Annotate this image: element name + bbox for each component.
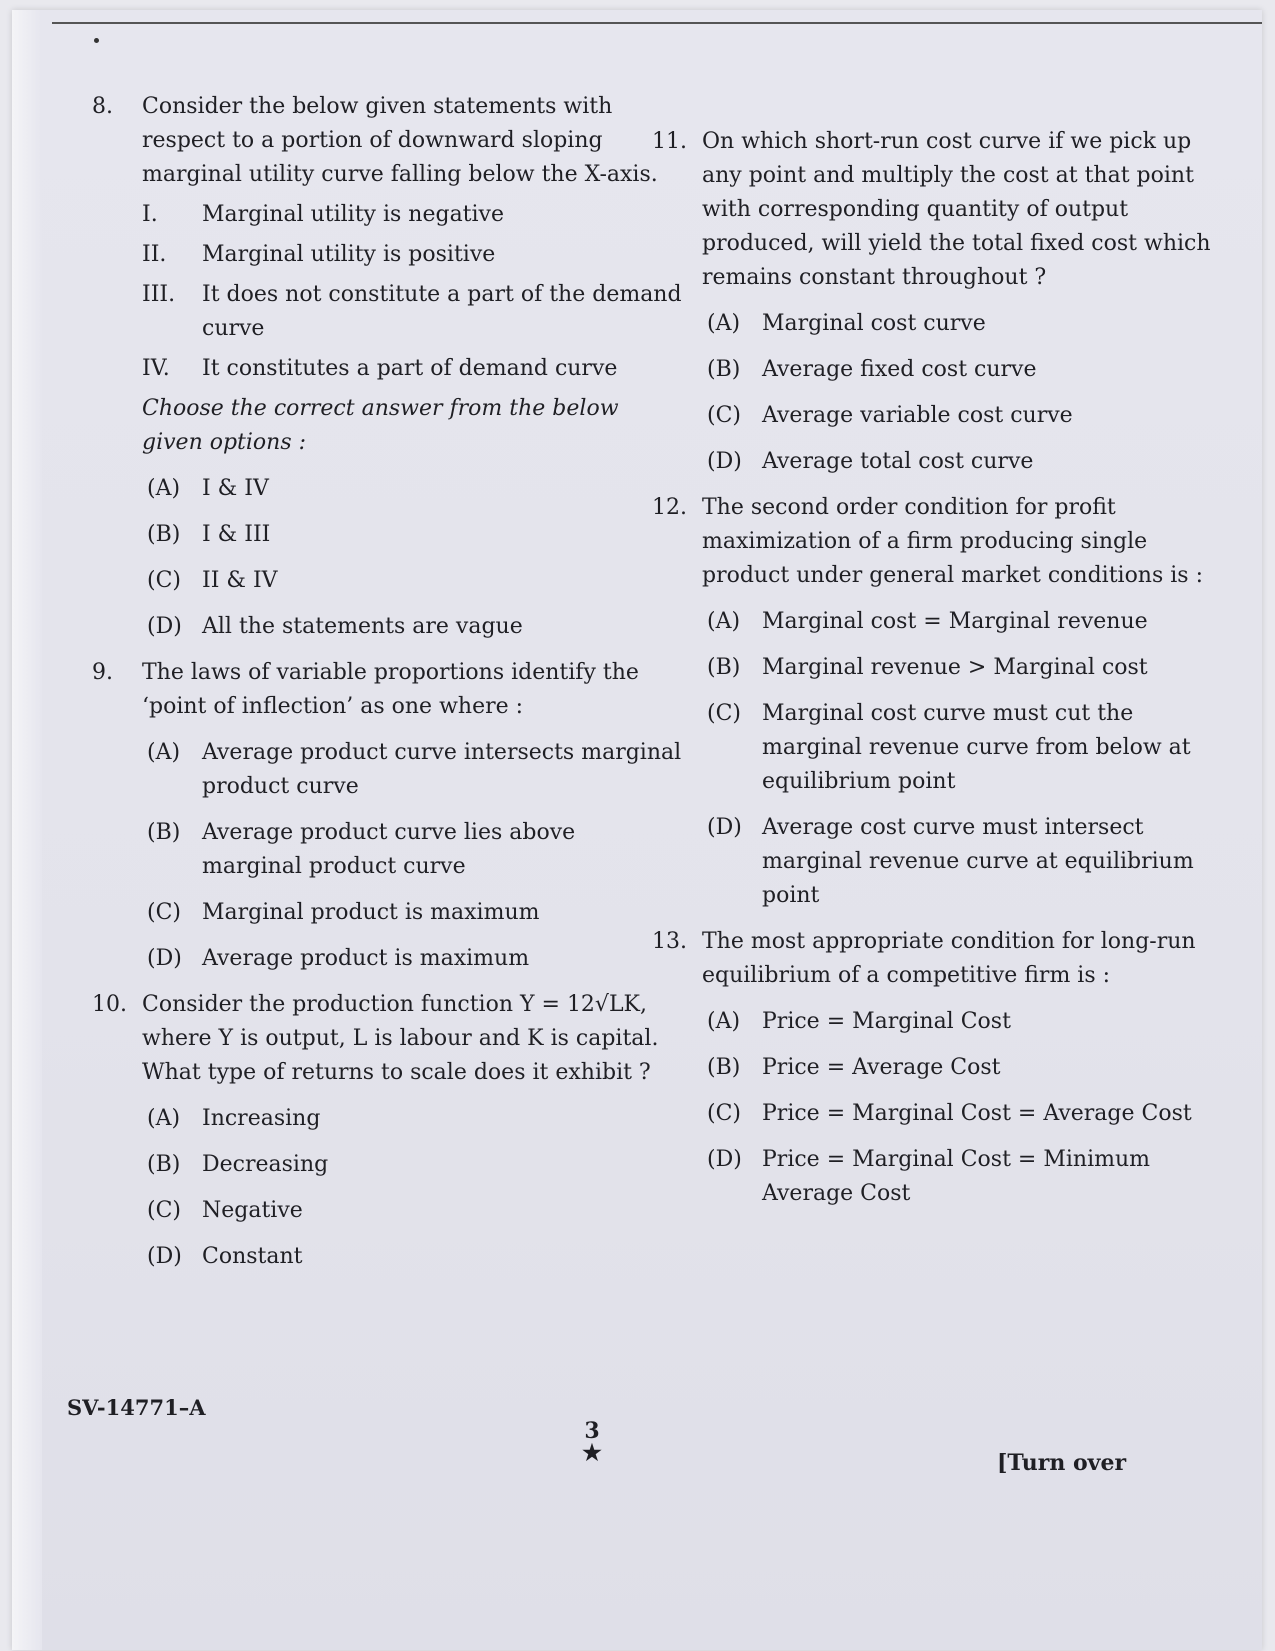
option-label: (B) xyxy=(707,655,741,680)
option-text: Negative xyxy=(202,1198,303,1223)
question-8 xyxy=(92,90,682,644)
statement-numeral: III. xyxy=(142,282,176,307)
option-d xyxy=(92,610,682,644)
question-text: On which short-run cost curve if we pick up any point and multiply the cost at that point with corresponding quantity of output produced, will yield the total fixed cost which remains constant throughout ? xyxy=(702,129,1211,290)
option-label: (C) xyxy=(147,1198,181,1223)
question-text: The most appropriate condition for long-run equilibrium of a competitive firm is : xyxy=(702,929,1196,988)
option-text: All the statements are vague xyxy=(202,614,523,639)
option-label: (D) xyxy=(707,449,742,474)
question-number: 10. xyxy=(92,992,127,1017)
option-a xyxy=(92,472,682,506)
option-text: Average product is maximum xyxy=(202,946,530,971)
statement-numeral: II. xyxy=(142,242,167,267)
option-text: Marginal cost curve xyxy=(762,311,986,336)
option-text: Price = Marginal Cost xyxy=(762,1009,1011,1034)
booklet-code: SV-14771–A xyxy=(67,1395,206,1420)
option-label: (A) xyxy=(147,740,181,765)
question-number: 9. xyxy=(92,660,113,685)
option-label: (A) xyxy=(147,476,181,501)
option-c xyxy=(652,697,1232,799)
option-label: (A) xyxy=(707,609,741,634)
option-text: II & IV xyxy=(202,568,278,593)
right-column xyxy=(652,125,1232,1223)
question-text: Consider the below given statements with respect to a portion of downward sloping marginal utility curve falling below the X-axis. xyxy=(142,94,658,187)
option-d xyxy=(92,942,682,976)
option-d xyxy=(652,445,1232,479)
star-icon: ★ xyxy=(582,1440,602,1466)
option-text: Price = Average Cost xyxy=(762,1055,1001,1080)
question-text: Consider the production function Y = 12√LK, where Y is output, L is labour and K is capital. What type of returns to scale does it exhibit ? xyxy=(142,992,659,1085)
option-text: Average variable cost curve xyxy=(762,403,1073,428)
question-number: 8. xyxy=(92,94,113,119)
option-text: Constant xyxy=(202,1244,303,1269)
option-text: I & IV xyxy=(202,476,269,501)
question-13 xyxy=(652,925,1232,1211)
left-column xyxy=(92,90,682,1286)
option-text: Increasing xyxy=(202,1106,321,1131)
option-c xyxy=(92,564,682,598)
option-text: Marginal cost curve must cut the marginal revenue curve from below at equilibrium point xyxy=(762,701,1191,794)
statement-numeral: I. xyxy=(142,202,158,227)
option-b xyxy=(652,353,1232,387)
option-text: Marginal revenue > Marginal cost xyxy=(762,655,1148,680)
exam-page xyxy=(12,10,1262,1650)
option-text: Price = Marginal Cost = Average Cost xyxy=(762,1101,1192,1126)
statement xyxy=(92,198,682,232)
option-label: (C) xyxy=(147,900,181,925)
statement xyxy=(92,352,682,386)
statement-numeral: IV. xyxy=(142,356,170,381)
option-d xyxy=(92,1240,682,1274)
option-label: (A) xyxy=(707,311,741,336)
option-b xyxy=(92,518,682,552)
option-label: (D) xyxy=(147,614,182,639)
statement-text: It does not constitute a part of the demand curve xyxy=(202,282,682,341)
question-number: 13. xyxy=(652,929,687,954)
option-label: (D) xyxy=(707,1147,742,1172)
question-9 xyxy=(92,656,682,976)
page-fold-shadow xyxy=(12,10,42,1650)
question-number: 11. xyxy=(652,129,687,154)
option-b xyxy=(652,1051,1232,1085)
option-label: (D) xyxy=(147,946,182,971)
option-a xyxy=(652,605,1232,639)
option-d xyxy=(652,1143,1232,1211)
option-label: (C) xyxy=(147,568,181,593)
option-a xyxy=(92,736,682,804)
option-text: Decreasing xyxy=(202,1152,329,1177)
option-b xyxy=(652,651,1232,685)
statement-text: Marginal utility is positive xyxy=(202,242,496,267)
option-text: Marginal product is maximum xyxy=(202,900,540,925)
option-text: Price = Marginal Cost = Minimum Average Cost xyxy=(762,1147,1150,1206)
option-label: (C) xyxy=(707,1101,741,1126)
stray-mark xyxy=(94,38,99,43)
option-label: (A) xyxy=(707,1009,741,1034)
question-text: The second order condition for profit maximization of a firm producing single product under general market conditions is : xyxy=(702,495,1203,588)
question-number: 12. xyxy=(652,495,687,520)
option-text: Average cost curve must intersect marginal revenue curve at equilibrium point xyxy=(762,815,1194,908)
option-text: Marginal cost = Marginal revenue xyxy=(762,609,1148,634)
option-label: (D) xyxy=(707,815,742,840)
option-d xyxy=(652,811,1232,913)
turn-over-note: [Turn over xyxy=(997,1450,1127,1476)
page-number-block xyxy=(572,1420,612,1464)
option-label: (B) xyxy=(147,522,181,547)
option-text: Average fixed cost curve xyxy=(762,357,1037,382)
option-label: (D) xyxy=(147,1244,182,1269)
instruction-text: Choose the correct answer from the below given options : xyxy=(142,396,619,455)
option-b xyxy=(92,816,682,884)
question-text: The laws of variable proportions identify the ‘point of inflection’ as one where : xyxy=(142,660,639,719)
option-label: (B) xyxy=(707,357,741,382)
statement-text: Marginal utility is negative xyxy=(202,202,505,227)
option-c xyxy=(652,399,1232,433)
option-a xyxy=(92,1102,682,1136)
option-text: I & III xyxy=(202,522,271,547)
option-b xyxy=(92,1148,682,1182)
option-label: (C) xyxy=(707,403,741,428)
question-12 xyxy=(652,491,1232,913)
top-rule xyxy=(52,22,1262,24)
option-c xyxy=(92,896,682,930)
option-text: Average product curve intersects marginal product curve xyxy=(202,740,682,799)
question-11 xyxy=(652,125,1232,479)
option-c xyxy=(92,1194,682,1228)
option-label: (A) xyxy=(147,1106,181,1131)
option-a xyxy=(652,307,1232,341)
statement-text: It constitutes a part of demand curve xyxy=(202,356,618,381)
option-text: Average total cost curve xyxy=(762,449,1034,474)
page-number: 3 xyxy=(584,1418,600,1444)
option-a xyxy=(652,1005,1232,1039)
question-10 xyxy=(92,988,682,1274)
statement xyxy=(92,278,682,346)
option-c xyxy=(652,1097,1232,1131)
option-text: Average product curve lies above marginal product curve xyxy=(202,820,576,879)
option-label: (C) xyxy=(707,701,741,726)
option-label: (B) xyxy=(147,820,181,845)
option-label: (B) xyxy=(147,1152,181,1177)
option-label: (B) xyxy=(707,1055,741,1080)
statement xyxy=(92,238,682,272)
